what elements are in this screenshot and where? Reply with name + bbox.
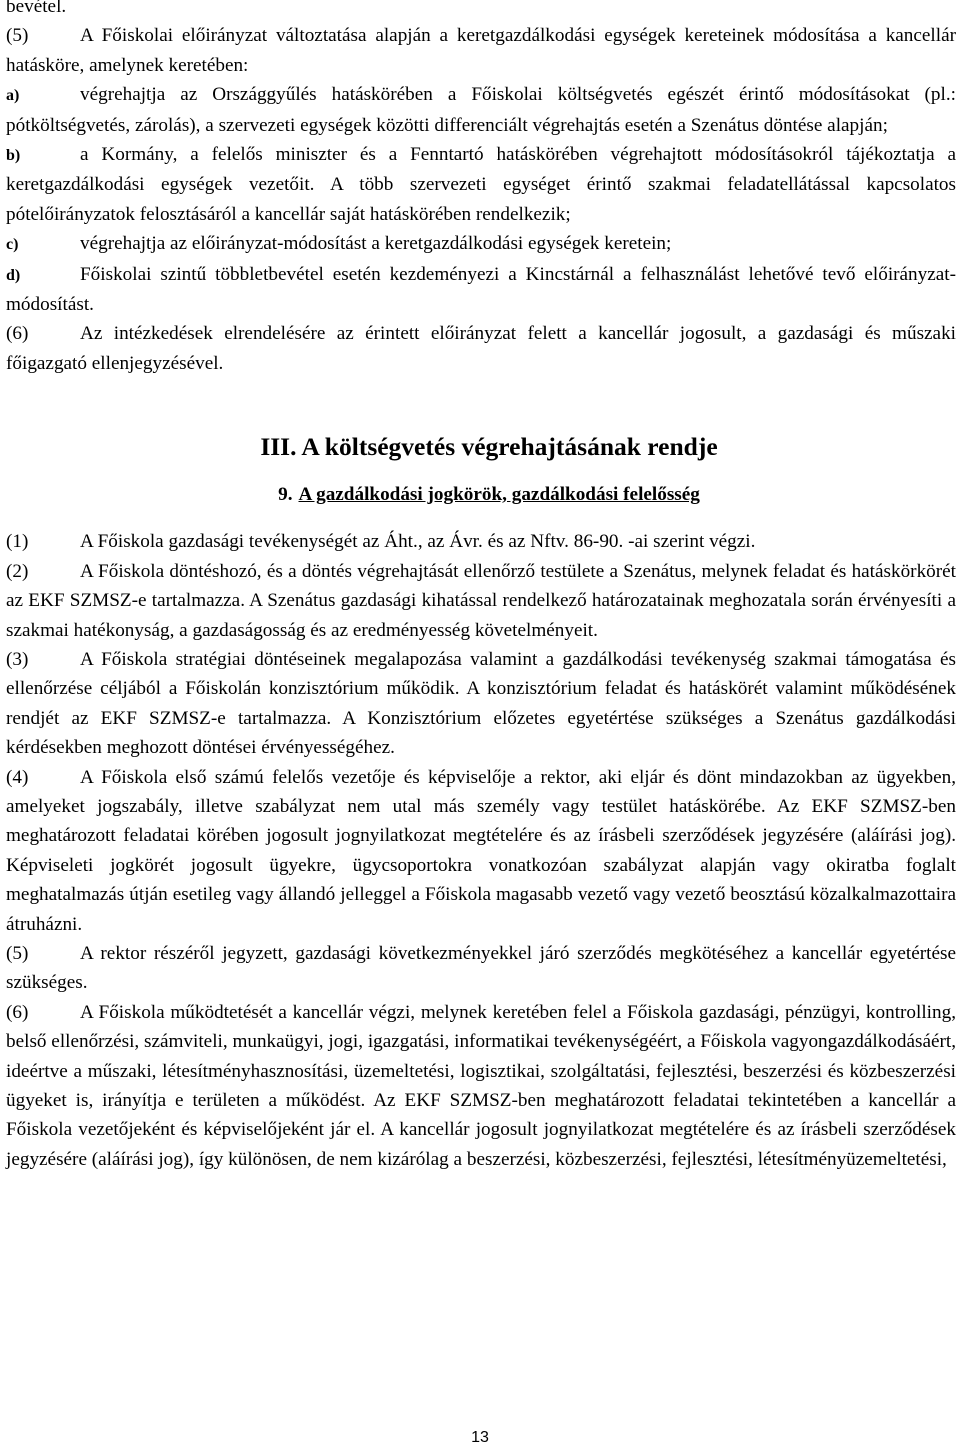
- list-label: c): [6, 236, 19, 254]
- paragraph-text: A Főiskola döntéshozó, és a döntés végrehajtását ellenőrző testülete a Szenátus, melynek feladat és hatáskörkörét az EKF SZMSZ-e tartalmazza. A Szenátus gazdasági kihatással rendelkező határozatainak meghozatala során érvényesíti a szakmai hatékonyság, a gazdaságosság és az eredményesség követelményeit.: [6, 560, 956, 641]
- document-page: [6, 0, 956, 1174]
- paragraph-number: (5): [6, 25, 29, 47]
- paragraph-number: (4): [6, 766, 29, 788]
- list-text: a Kormány, a felelős miniszter és a Fenntartó hatáskörében végrehajtott módosításokról tájékoztatja a keretgazdálkodási egységek vezetőit. A több szervezeti egységet érintő szakmai feladatellátással kapcsolatos pótelőirányzatok felosztásáról a kancellár saját hatáskörében rendelkezik;: [6, 144, 956, 225]
- paragraph-3: [6, 645, 956, 763]
- list-text: Főiskolai szintű többletbevétel esetén kezdeményezi a Kincstárnál a felhasználást lehetővé tevő előirányzat-módosítást.: [6, 263, 956, 316]
- top-fragment: bevétel.: [6, 0, 67, 17]
- paragraph-number: (5): [6, 942, 29, 964]
- paragraph-text: A Főiskola első számú felelős vezetője és képviselője a rektor, aki eljár és dönt mindazokban az ügyekben, amelyeket jogszabály, illetve szabályzat nem utal más személy vagy testület hatáskörébe. Az EKF SZMSZ-ben meghatározott feladatai körében jogosult jognyilatkozat megtételére és az írásbeli szerződések jegyzésére (aláírási jog). Képviseleti jogkörét jogosult ügyekre, ügycsoportokra vonatkozóan szabályzat alapján vagy okiratba foglalt meghatalmazás útján esetileg vagy állandó jelleggel a Főiskola magasabb vezető vagy vezető beosztású közalkalmazottaira átruházni.: [6, 766, 956, 935]
- list-label: b): [6, 147, 21, 165]
- subsection-heading: [6, 480, 956, 509]
- paragraph-1: [6, 527, 956, 556]
- paragraph-4: [6, 763, 956, 939]
- subsection-title: A gazdálkodási jogkörök, gazdálkodási felelősség: [298, 484, 700, 506]
- paragraph-number: (3): [6, 648, 29, 670]
- list-item-c: [6, 229, 956, 259]
- paragraph-text: A Főiskola működtetését a kancellár végzi, melynek keretében felel a Főiskola gazdasági, pénzügyi, kontrolling, belső ellenőrzési, számviteli, munkaügyi, jogi, igazgatási, informatikai tevékenységéért, a Főiskola vagyongazdálkodásáért, ideértve a műszaki, létesítményhasznosítási, üzemeltetési, logisztikai, szolgáltatási, fejlesztési, beszerzési és közbeszerzési ügyeket is, irányítja e területen a működést. Az EKF SZMSZ-ben meghatározott feladatai tekintetében a kancellár a Főiskola vezetőjeként és képviselőjeként jár el. A kancellár jogosult jognyilatkozat megtételére és az írásbeli szerződések jegyzésére (aláírási jog), így különösen, de nem kizárólag a beszerzési, közbeszerzési, fejlesztési, létesítményüzemeltetési,: [6, 1001, 957, 1170]
- chapter-title: III. A költségvetés végrehajtásának rendje: [260, 432, 718, 462]
- paragraph-6: [6, 998, 956, 1174]
- paragraph-number: (1): [6, 531, 29, 553]
- paragraph-number: (6): [6, 1001, 29, 1023]
- paragraph-5: [6, 939, 956, 998]
- list-label: a): [6, 87, 20, 105]
- paragraph-text: Az intézkedések elrendelésére az érintett előirányzat felett a kancellár jogosult, a gazdasági és műszaki főigazgató ellenjegyzésével.: [6, 323, 956, 374]
- subsection-number: 9.: [278, 484, 293, 506]
- paragraph-2: [6, 557, 956, 645]
- page-number: 13: [471, 1429, 489, 1446]
- list-item-d: [6, 260, 956, 320]
- paragraph-text: A Főiskola gazdasági tevékenységét az Áht., az Ávr. és az Nftv. 86-90. -ai szerint végzi.: [80, 531, 756, 553]
- list-label: d): [6, 266, 21, 284]
- paragraph-text: A Főiskola stratégiai döntéseinek megalapozása valamint a gazdálkodási tevékenység szakmai támogatása és ellenőrzése céljából a Főiskolán konzisztórium működik. A konzisztórium feladat és hatáskörét valamint működésének rendjét az EKF SZMSZ-e tartalmazza. A Konzisztórium előzetes egyetértése szükséges a Szenátus gazdálkodási kérdésekben meghozott döntései érvényességéhez.: [6, 648, 956, 759]
- list-item-b: [6, 140, 956, 229]
- list-item-a: [6, 80, 956, 140]
- paragraph-text: A Főiskolai előirányzat változtatása alapján a keretgazdálkodási egységek kereteinek módosítása a kancellár hatásköre, amelynek keretében:: [6, 25, 956, 76]
- paragraph-number: (2): [6, 560, 29, 582]
- list-text: végrehajtja az Országgyűlés hatáskörében a Főiskolai költségvetés egészét érintő módosításokat (pl.: pótköltségvetés, zárolás), a szervezeti egységek közötti differenciált végrehajtás esetén a Szenátus döntése alapján;: [6, 84, 956, 136]
- paragraph-prev-5: [6, 21, 956, 80]
- list-text: végrehajtja az előirányzat-módosítást a keretgazdálkodási egységek keretein;: [80, 233, 672, 255]
- paragraph-text: A rektor részéről jegyzett, gazdasági következményekkel járó szerződés megkötéséhez a kancellár egyetértése szükséges.: [6, 942, 956, 994]
- paragraph-prev-6: [6, 319, 956, 378]
- paragraph-number: (6): [6, 323, 29, 345]
